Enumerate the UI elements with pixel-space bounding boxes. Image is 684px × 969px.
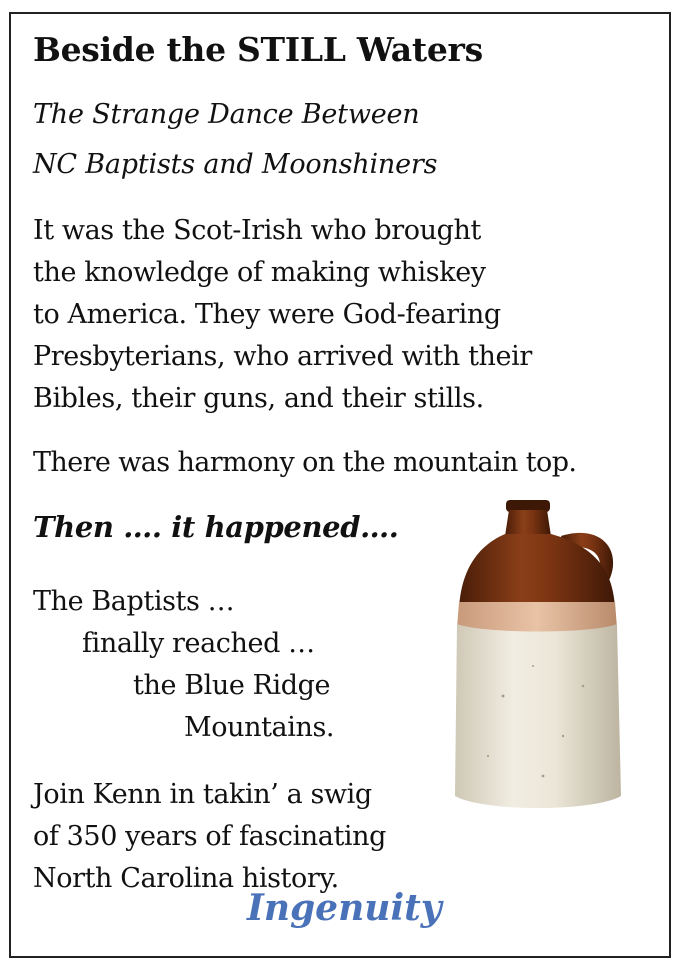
then-heading: Then …. it happened…. (33, 510, 399, 544)
staircase-line: The Baptists … (33, 586, 235, 617)
flyer-subtitle (33, 90, 437, 190)
intro-line: Bibles, their guns, and their stills. (33, 383, 484, 414)
intro-line: Presbyterians, who arrived with their (33, 341, 532, 372)
closing-line: North Carolina history. (33, 863, 339, 894)
subtitle-line: NC Baptists and Moonshiners (33, 149, 438, 180)
flyer-title: Beside the STILL Waters (33, 30, 483, 69)
closing-line: Join Kenn in takin’ a swig (33, 779, 372, 810)
intro-line: the knowledge of making whiskey (33, 257, 486, 288)
staircase-line: finally reached … (82, 628, 315, 659)
closing-line: of 350 years of fascinating (33, 821, 387, 852)
intro-line: It was the Scot-Irish who brought (33, 215, 481, 246)
staircase-line: Mountains. (184, 712, 335, 743)
signature-ingenuity: Ingenuity (247, 887, 442, 929)
moonshine-jug-image (443, 496, 633, 816)
flyer-card (9, 12, 671, 958)
staircase-line: the Blue Ridge (133, 670, 331, 701)
closing-paragraph (33, 774, 386, 900)
intro-line: to America. They were God-fearing (33, 299, 501, 330)
harmony-sentence: There was harmony on the mountain top. (33, 447, 577, 478)
staircase-text (33, 581, 334, 749)
subtitle-line: The Strange Dance Between (33, 99, 420, 130)
intro-paragraph (33, 210, 532, 420)
